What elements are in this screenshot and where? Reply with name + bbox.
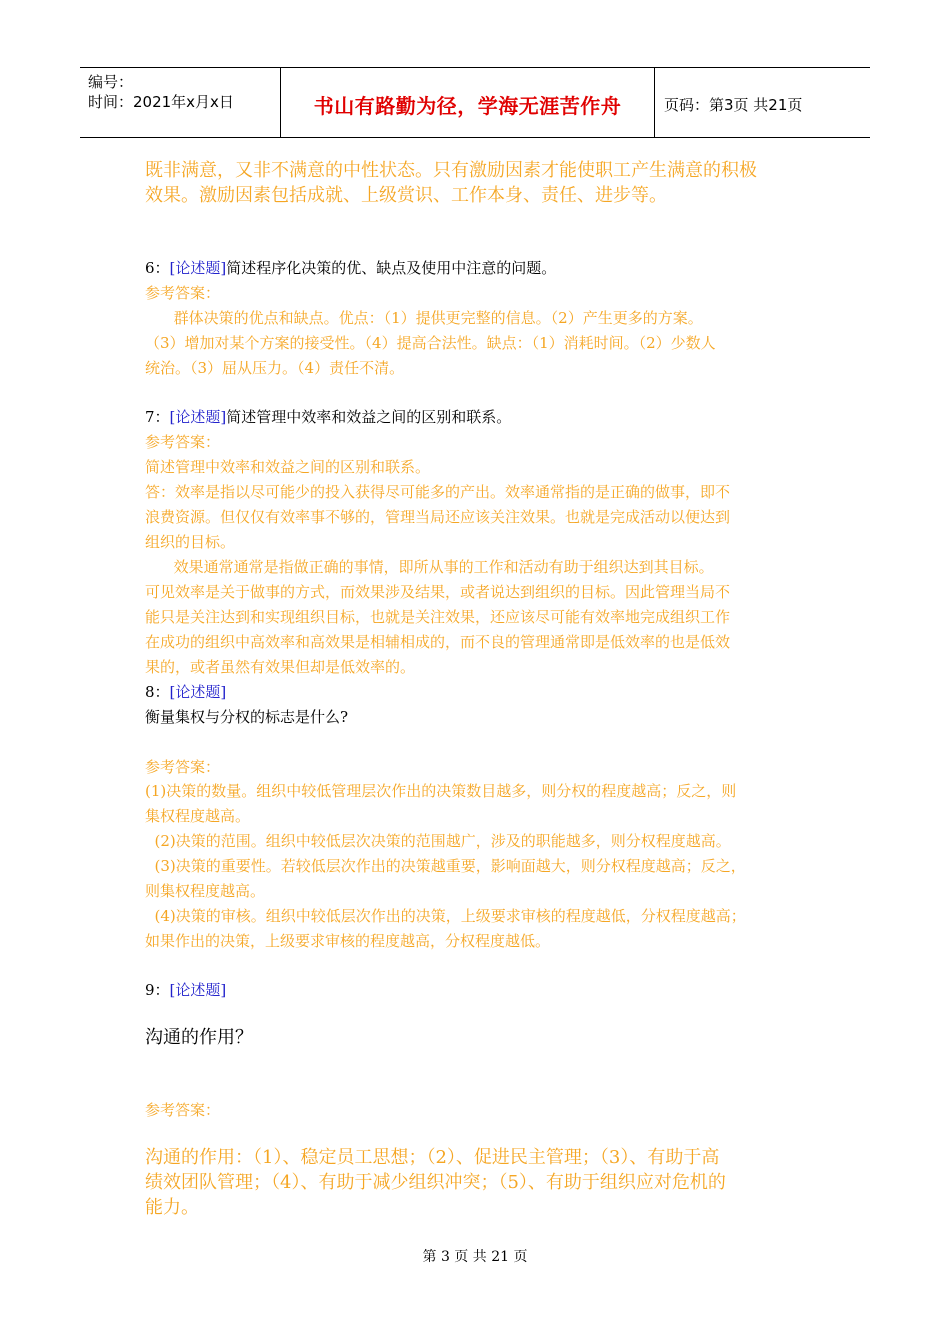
question-number: 7： bbox=[145, 408, 170, 426]
answer-line: 简述管理中效率和效益之间的区别和联系。 bbox=[145, 458, 431, 476]
answer-line: 可见效率是关于做事的方式，而效果涉及结果，或者说达到组织的目标。因此管理当局不 bbox=[145, 583, 731, 601]
header-left-cell bbox=[80, 68, 280, 137]
serial-label: 编号： bbox=[88, 73, 134, 91]
answer-line: 能力。 bbox=[145, 1197, 199, 1218]
page-footer: 第 3 页 共 21 页 bbox=[422, 1249, 528, 1265]
answer-line: (2)决策的范围。组织中较低层次决策的范围越广，涉及的职能越多，则分权程度越高。 bbox=[145, 832, 731, 850]
question-text: 简述程序化决策的优、缺点及使用中注意的问题。 bbox=[226, 259, 557, 277]
answer-line: (1)决策的数量。组织中较低管理层次作出的决策数目越多，则分权的程度越高；反之，则 bbox=[145, 782, 737, 800]
page-number-label: 页码：第3页 共21页 bbox=[664, 96, 803, 114]
answer-label: 参考答案： bbox=[145, 1101, 221, 1119]
question-text: 沟通的作用？ bbox=[145, 1027, 253, 1048]
answer-line: 在成功的组织中高效率和高效果是相辅相成的，而不良的管理通常即是低效率的也是低效 bbox=[145, 633, 731, 651]
header-motto-cell bbox=[280, 68, 655, 137]
answer-line: 能只是关注达到和实现组织目标，也就是关注效果，还应该尽可能有效率地完成组织工作 bbox=[145, 608, 731, 626]
page-header bbox=[80, 67, 870, 138]
answer-line: 统治。（3）屈从压力。（4）责任不清。 bbox=[145, 359, 405, 377]
answer-line: 浪费资源。但仅仅有效率事不够的，管理当局还应该关注效果。也就是完成活动以便达到 bbox=[145, 508, 731, 526]
answer-label: 参考答案： bbox=[145, 433, 221, 451]
header-right-cell bbox=[654, 68, 870, 137]
question-type-tag: [论述题] bbox=[169, 981, 227, 999]
answer-line: 果的，或者虽然有效果但却是低效率的。 bbox=[145, 658, 416, 676]
question-9 bbox=[145, 978, 825, 1003]
answer-label: 参考答案： bbox=[145, 284, 221, 302]
time-label: 时间：2021年x月x日 bbox=[88, 93, 234, 111]
question-text: 简述管理中效率和效益之间的区别和联系。 bbox=[226, 408, 512, 426]
answer-line: （3）增加对某个方案的接受性。（4）提高合法性。缺点：（1）消耗时间。（2）少数人 bbox=[145, 334, 716, 352]
answer-line: 沟通的作用：（1）、稳定员工思想；（2）、促进民主管理；（3）、有助于高 bbox=[145, 1147, 720, 1168]
question-type-tag: [论述题] bbox=[169, 259, 227, 277]
question-8 bbox=[145, 680, 825, 705]
continuation-line: 效果。激励因素包括成就、上级赏识、工作本身、责任、进步等。 bbox=[145, 185, 667, 206]
question-6 bbox=[145, 256, 825, 281]
question-number: 9： bbox=[145, 981, 170, 999]
question-number: 6： bbox=[145, 259, 170, 277]
answer-line: (4)决策的审核。组织中较低层次作出的决策，上级要求审核的程度越低，分权程度越高； bbox=[145, 907, 746, 925]
question-type-tag: [论述题] bbox=[169, 408, 227, 426]
answer-line: 答：效率是指以尽可能少的投入获得尽可能多的产出。效率通常指的是正确的做事，即不 bbox=[145, 483, 731, 501]
question-type-tag: [论述题] bbox=[169, 683, 227, 701]
answer-line: 集权程度越高。 bbox=[145, 807, 251, 825]
question-7 bbox=[145, 405, 825, 430]
answer-line: 效果通常通常是指做正确的事情，即所从事的工作和活动有助于组织达到其目标。 bbox=[145, 558, 714, 576]
answer-line: 群体决策的优点和缺点。优点：（1）提供更完整的信息。（2）产生更多的方案。 bbox=[145, 309, 703, 327]
answer-line: 如果作出的决策，上级要求审核的程度越高，分权程度越低。 bbox=[145, 932, 551, 950]
answer-line: 则集权程度越高。 bbox=[145, 882, 266, 900]
motto: 书山有路勤为径，学海无涯苦作舟 bbox=[313, 94, 622, 118]
question-text: 衡量集权与分权的标志是什么? bbox=[145, 708, 349, 726]
answer-label: 参考答案： bbox=[145, 758, 221, 776]
answer-line: (3)决策的重要性。若较低层次作出的决策越重要，影响面越大，则分权程度越高；反之， bbox=[145, 857, 746, 875]
answer-line: 组织的目标。 bbox=[145, 533, 236, 551]
question-number: 8： bbox=[145, 683, 170, 701]
continuation-line: 既非满意，又非不满意的中性状态。只有激励因素才能使职工产生满意的积极 bbox=[145, 160, 757, 181]
answer-line: 绩效团队管理；（4）、有助于减少组织冲突；（5）、有助于组织应对危机的 bbox=[145, 1172, 726, 1193]
